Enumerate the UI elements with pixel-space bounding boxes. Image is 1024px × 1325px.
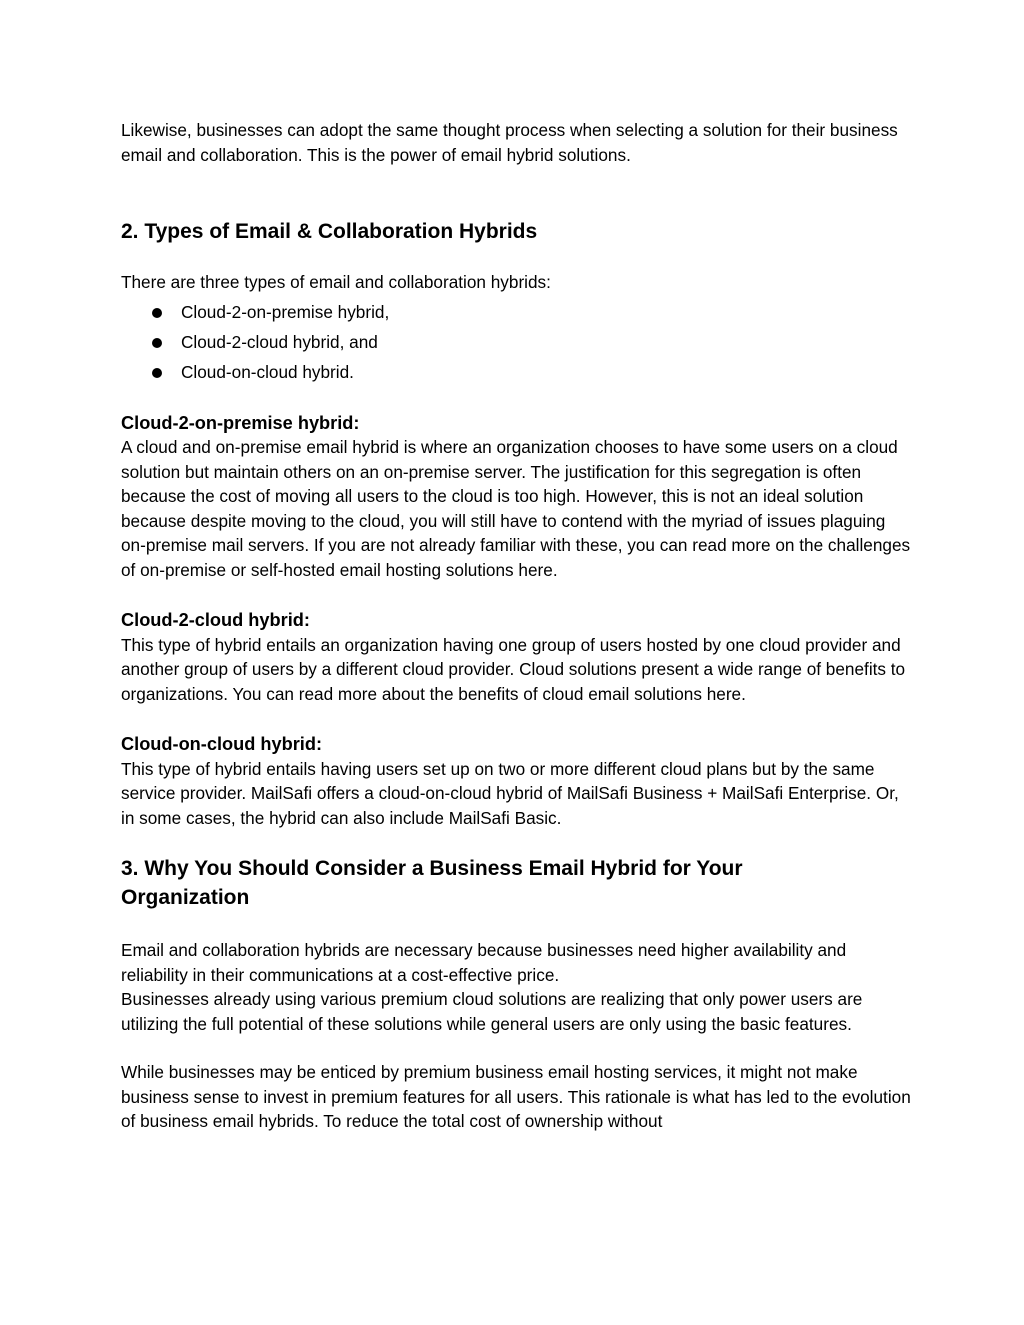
list-item [121, 297, 911, 327]
subsection-body-cloud-2-cloud: This type of hybrid entails an organization having one group of users hosted by one cloud provider and another group of users by a different cloud provider. Cloud solutions present a wide range of benefits to organizations. You can read more about the benefits of cloud email solutions here. [121, 634, 906, 704]
list-item-text: Cloud-2-on-premise hybrid, [181, 301, 390, 322]
subsection-heading-cloud-on-cloud: Cloud-on-cloud hybrid: [121, 734, 323, 754]
section-3-paragraph-1b: Businesses already using various premium cloud solutions are realizing that only power users are utilizing the full potential of these solutions while general users are only using the basic features. [121, 989, 863, 1034]
subsection-body-cloud-on-cloud: This type of hybrid entails having users set up on two or more different cloud plans but by the same service provider. MailSafi offers a cloud-on-cloud hybrid of MailSafi Business + MailSafi Enterprise. Or, in some cases, the hybrid can also include MailSafi Basic. [121, 758, 899, 828]
bullet-icon [152, 368, 162, 378]
section-2-heading: 2. Types of Email & Collaboration Hybrids [121, 220, 538, 243]
list-item [121, 327, 911, 357]
list-item-text: Cloud-2-cloud hybrid, and [181, 331, 378, 352]
intro-paragraph: Likewise, businesses can adopt the same thought process when selecting a solution for their business email and collaboration. This is the power of email hybrid solutions. [121, 120, 898, 165]
section-3-paragraph-1a: Email and collaboration hybrids are necessary because businesses need higher availability and reliability in their communications at a cost-effective price. [121, 940, 847, 985]
bullet-icon [152, 338, 162, 348]
document-page [121, 118, 911, 1134]
section-3-heading: 3. Why You Should Consider a Business Email Hybrid for Your Organization [121, 857, 743, 909]
subsection-heading-cloud-2-cloud: Cloud-2-cloud hybrid: [121, 610, 310, 630]
hybrid-types-list [121, 297, 911, 387]
list-item-text: Cloud-on-cloud hybrid. [181, 361, 354, 382]
section-2-lead: There are three types of email and collaboration hybrids: [121, 272, 551, 292]
list-item [121, 357, 911, 387]
subsection-heading-cloud-2-on-premise: Cloud-2-on-premise hybrid: [121, 412, 360, 433]
bullet-icon [152, 308, 162, 318]
subsection-body-cloud-2-on-premise: A cloud and on-premise email hybrid is where an organization chooses to have some users on a cloud solution but maintain others on an on-premise server. The justification for this segregation is often because the cost of moving all users to the cloud is too high. However, this is not an ideal solution because despite moving to the cloud, you will still have to contend with the myriad of issues plaguing on-premise mail servers. If you are not already familiar with these, you can read more on the challenges of on-premise or self-hosted email hosting solutions here. [121, 437, 911, 580]
section-3-paragraph-2: While businesses may be enticed by premium business email hosting services, it might not make business sense to invest in premium features for all users. This rationale is what has led to the evolution of business email hybrids. To reduce the total cost of ownership without [121, 1062, 911, 1131]
